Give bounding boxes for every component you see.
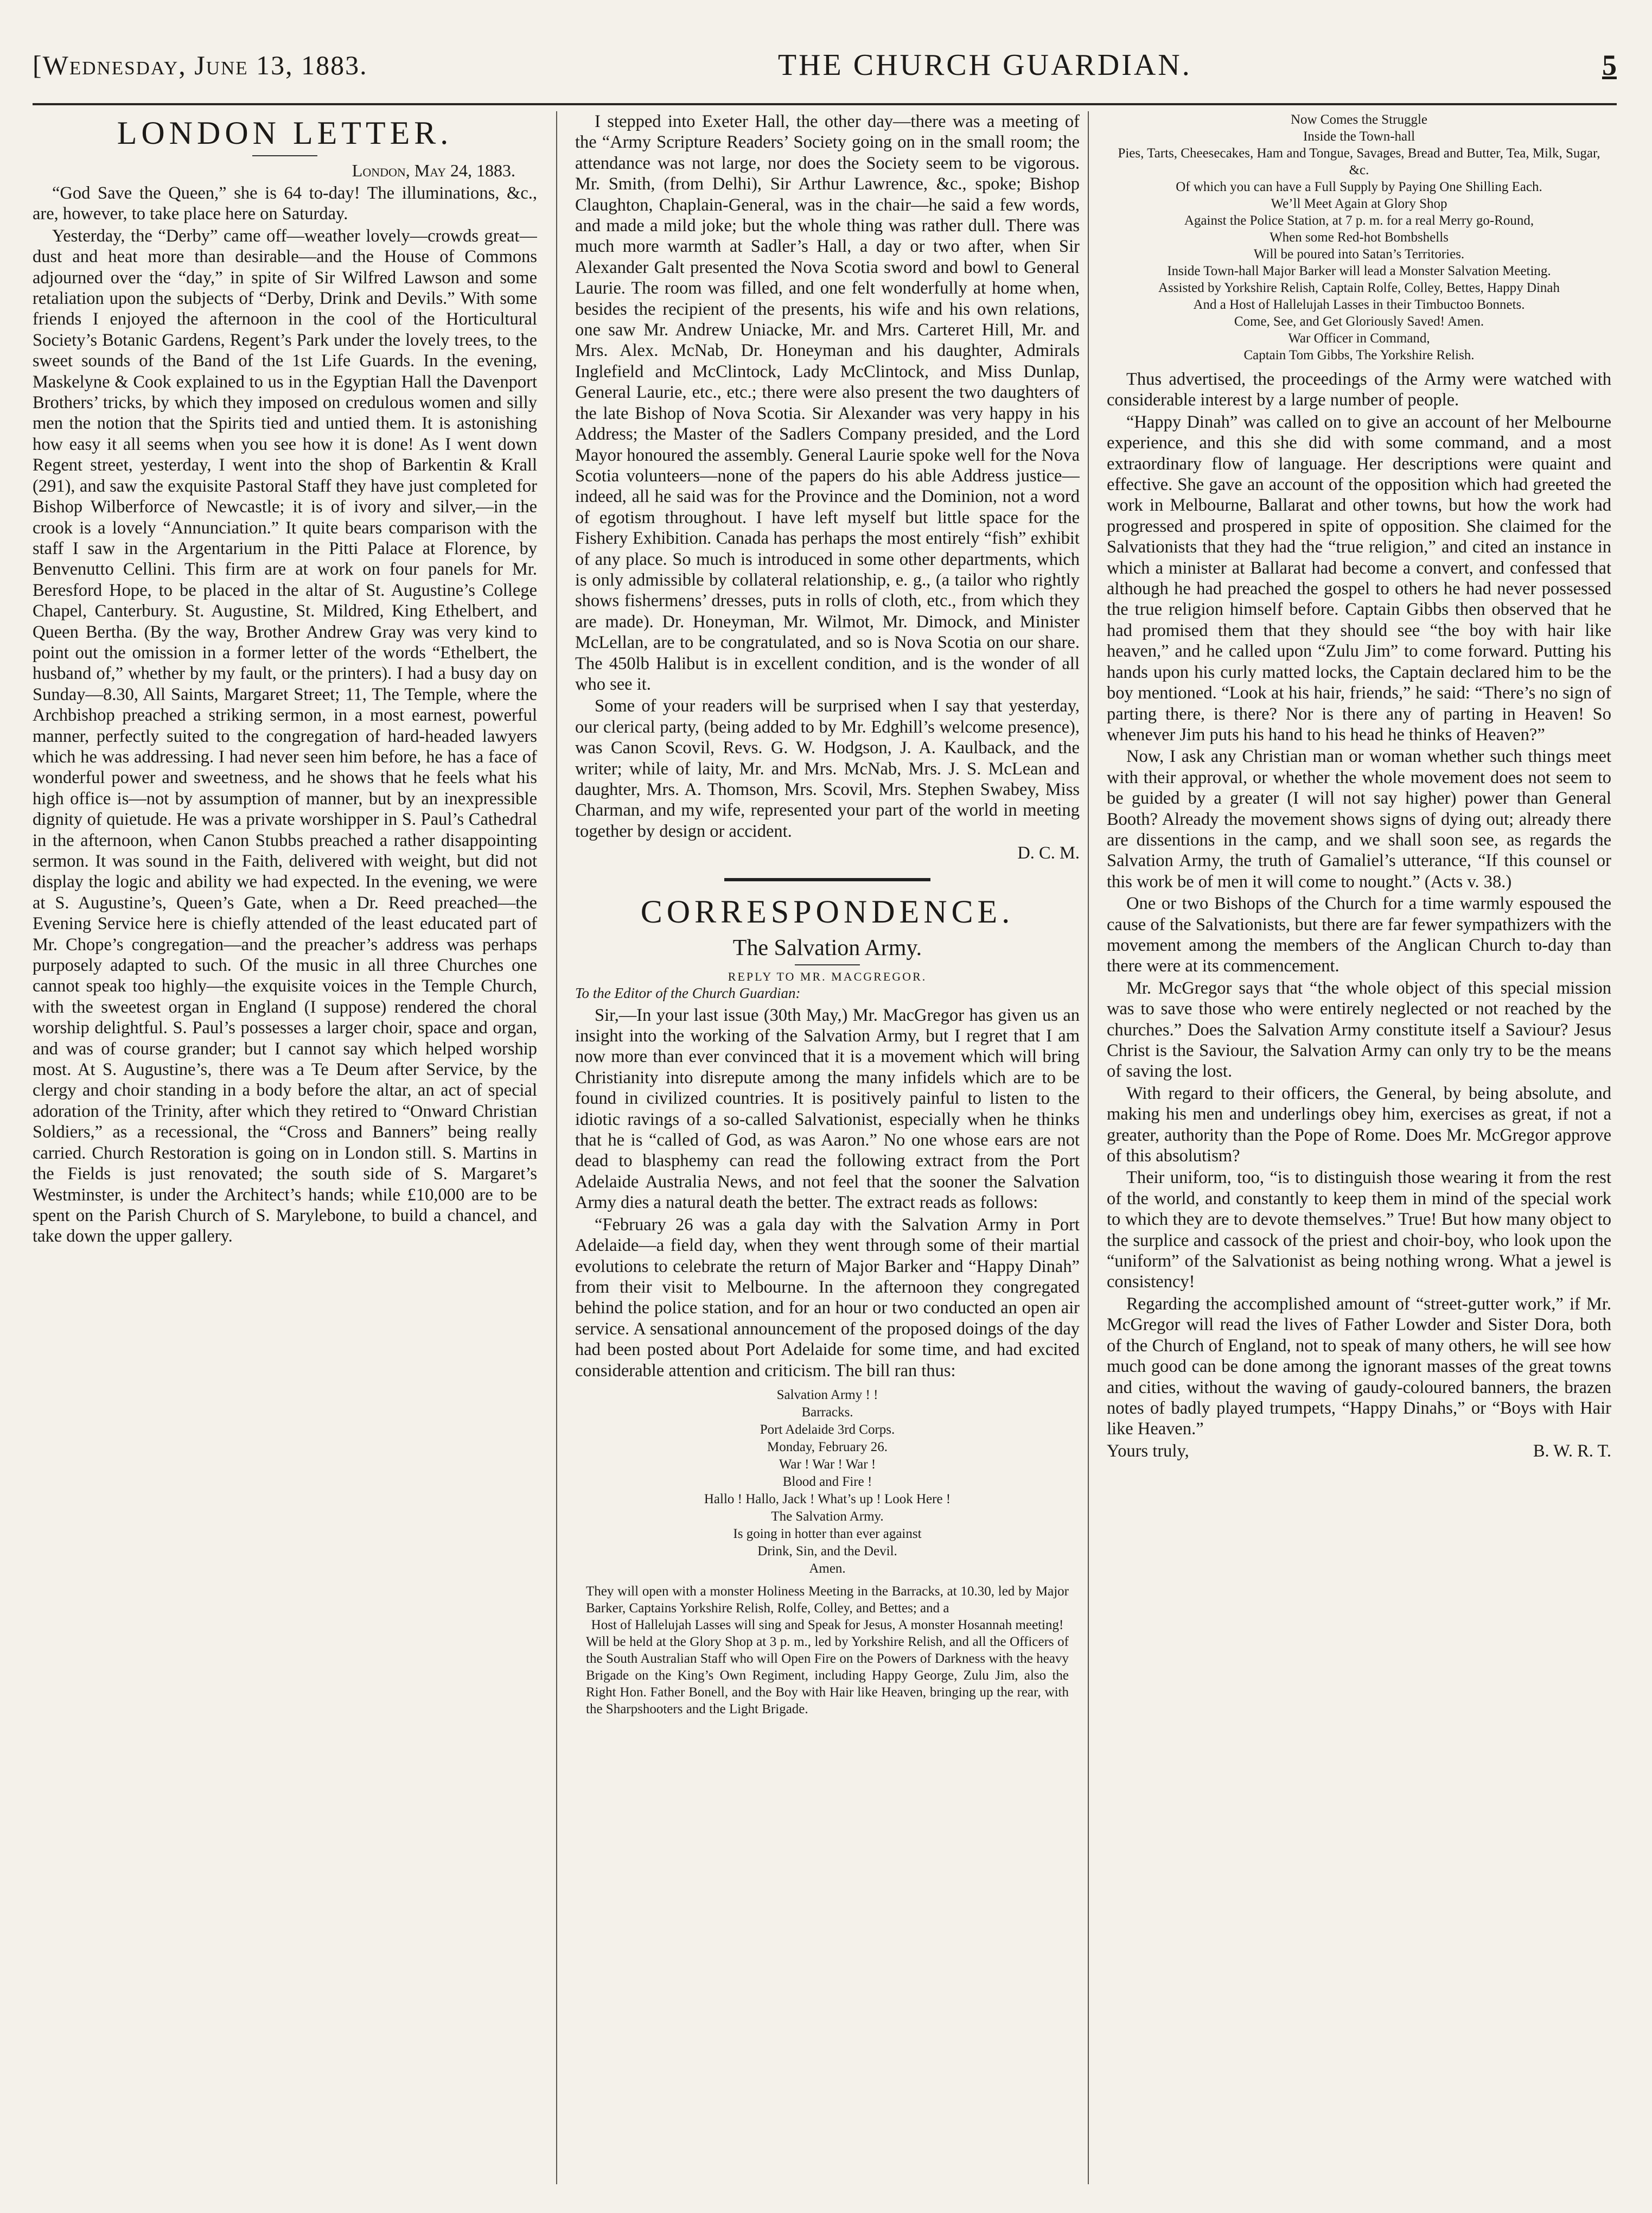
masthead — [33, 33, 1617, 98]
poster-line: Come, See, and Get Gloriously Saved! Amen. — [1234, 314, 1484, 329]
poster-line: Now Comes the Struggle — [1290, 112, 1428, 127]
article-title: The Salvation Army. — [732, 935, 922, 961]
letter-paragraph: Thus advertised, the proceedings of the Army were watched with considerable interest by a large number of people. — [1107, 370, 1611, 410]
correspondence-signature: B. W. R. T. — [1533, 1441, 1611, 1461]
letter-paragraph: “God Save the Queen,” she is 64 to-day! The illuminations, &c., are, however, to take place here on Saturday. — [33, 183, 537, 224]
poster-line: Will be poured into Satan’s Territories. — [1253, 247, 1465, 262]
column-divider — [556, 111, 557, 2184]
bill-line: Drink, Sin, and the Devil. — [757, 1543, 897, 1559]
bill-line: War ! War ! War ! — [779, 1457, 876, 1472]
poster-line: Of which you can have a Full Supply by Paying One Shilling Each. — [1176, 180, 1542, 194]
letter-paragraph: Some of your readers will be surprised when I say that yesterday, our clerical party, (being added to by Mr. Edghill’s welcome presence), was Canon Scovil, Revs. G. W. Hodgson, J. A. Kaulback, and the writer; while of laity, Mr. and Mrs. McNab, Mrs. J. S. McLean and daughter, Mrs. A. Thomson, Mrs. Scovil, Mrs. Stephen Swabey, Miss Charman, and my wife, represented your part of the world in meeting together by design or accident. — [575, 696, 1080, 841]
letter-paragraph: “Happy Dinah” was called on to give an account of her Melbourne experience, and this she did with some command, and a most extraordinary flow of language. Her descriptions were quaint and effective. She gave an account of the opposition which had greeted the work in Melbourne, Ballarat and other towns, but how the work had progressed and prospered in spite of opposition. She claimed for the Salvationists that they had the “true religion,” and cited an instance in which a minister at Ballarat had become a convert, and confessed that although he had preached the gospel to others he had never possessed the true religion himself before. Captain Gibbs then observed that he had promised them that they should see “the boy with hair like heaven,” and he called upon “Zulu Jim” to come forward. Putting his hands upon his curly matted locks, the Captain declared him to be the boy mentioned. “Look at his hair, friends,” he said: “There’s no sign of parting there, is there? Nor is there any of parting in Heaven! So whenever Jim puts his hand to his head he thinks of Heaven?” — [1107, 412, 1611, 745]
letter-paragraph: With regard to their officers, the General, by being absolute, and making his men and underlings obey him, exercises as great, if not a greater, authority than the Pope of Rome. Does Mr. McGregor approve of this absolutism? — [1107, 1083, 1611, 1166]
bill-line: Blood and Fire ! — [782, 1474, 872, 1489]
poster-line: When some Red-hot Bombshells — [1270, 230, 1449, 245]
bill-text: Host of Hallelujah Lasses will sing and Speak for Jesus, A monster Hosannah meeting! — [591, 1617, 1064, 1632]
letter-paragraph: I stepped into Exeter Hall, the other day—there was a meeting of the “Army Scripture Readers’ Society going on in the small room; the attendance was not large, nor does the Society seem to be vigorous. Mr. Smith, (from Delhi), Sir Arthur Lawrence, &c., spoke; Bishop Claughton, Chaplain-General, was in the chair—he said a few words, and made a mild joke; but the whole thing was rather dull. There was much more warmth at Sadler’s Hall, a day or two after, when Sir Alexander Galt presented the Nova Scotia sword and bowl to General Laurie. The room was filled, and one felt wonderfully at home when, besides the recipient of the presents, his wife and his own relations, one saw Mr. Andrew Uniacke, Mr. and Mrs. Carteret Hill, Mr. and Mrs. Alex. McNab, Dr. Honeyman and his daughter, Admirals Inglefield and McClintock, Lady McClintock, and Miss Dunlap, General Laurie, etc., etc.; there were also present the two daughters of the late Bishop of Nova Scotia. Sir Alexander was very happy in his Address; the Master of the Sadlers Company presided, and the Lord Mayor honoured the assembly. General Laurie spoke well for the Nova Scotia volunteers—none of the papers do his able Address justice—indeed, all he said was for the Province and the Dominion, not a word of egotism throughout. I have left myself but little space for the Fishery Exhibition. Canada has perhaps the most entirely “fish” exhibit of any place. So much is introduced in some other departments, which is only admissible by collateral relationship, e. g., (a tailor who rightly shows fishermens’ dresses, puts in rolls of cloth, etc., from which they are made). Dr. Honeyman, Mr. Wilmot, Mr. Dimock, and Minister McLellan, are to be congratulated, and so is Nova Scotia on our share. The 450lb Halibut is in excellent condition, and is the wonder of all who see it. — [575, 112, 1080, 694]
heading-rule — [252, 155, 317, 156]
letter-signature-line — [575, 843, 1080, 863]
masthead-rule — [33, 103, 1617, 105]
bill-line: The Salvation Army. — [771, 1509, 884, 1524]
letter-paragraph: Regarding the accomplished amount of “street-gutter work,” if Mr. McGregor will read the lives of Father Lowder and Sister Dora, both of the Church of England, not to speak of many others, he will see how much good can be done among the ignorant masses of the great towns and cities, without the waving of gaudy-coloured banners, the brazen notes of badly played trumpets, “Happy Dinahs,” or “Boys with Hair like Heaven.” — [1107, 1294, 1611, 1439]
letter-paragraph: Their uniform, too, “is to distinguish those wearing it from the rest of the world, and constantly to keep them in mind of the special work to which they are to devote themselves.” True! But how many object to the surplice and cassock of the priest and choir-boy, who look upon the “uniform” of the Salvationist as being nothing wrong. What a jewel is consistency! — [1107, 1168, 1611, 1292]
letter-paragraph: Mr. McGregor says that “the whole object of this special mission was to save those who were entirely neglected or not reached by the churches.” Does the Salvation Army constitute itself a Saviour? Jesus Christ is the Saviour, the Salvation Army can only try to be the means of saving the lost. — [1107, 978, 1611, 1082]
newspaper-title: THE CHURCH GUARDIAN. — [777, 48, 1192, 82]
poster-line: War Officer in Command, — [1288, 331, 1430, 346]
letter-paragraph: “February 26 was a gala day with the Salvation Army in Port Adelaide—a field day, when they went through some of their martial evolutions to celebrate the return of Major Barker and “Happy Dinah” from their visit to Melbourne. In the afternoon they congregated behind the police station, and for an hour or two conducted an open air service. A sensational announcement of the proposed doings of the day had been posted about Port Adelaide for some time, and had excited considerable attention and criticism. The bill ran thus: — [575, 1214, 1080, 1381]
poster-line: Captain Tom Gibbs, The Yorkshire Relish. — [1243, 348, 1475, 363]
london-letter-dateline: London, May 24, 1883. — [352, 161, 515, 180]
column-2 — [575, 111, 1080, 2184]
column-divider — [1088, 111, 1089, 2184]
bill-line: Amen. — [809, 1561, 846, 1576]
salutation: To the Editor of the Church Guardian: — [575, 984, 801, 1001]
bill-text: They will open with a monster Holiness Meeting in the Barracks, at 10.30, led by Major Barker, Captains Yorkshire Relish, Rolfe, Colley, and Bettes; and a — [586, 1584, 1069, 1616]
poster-line: We’ll Meet Again at Glory Shop — [1271, 196, 1447, 211]
correspondence-signature-line — [1107, 1441, 1611, 1461]
poster-line: Assisted by Yorkshire Relish, Captain Rolfe, Colley, Bettes, Happy Dinah — [1158, 281, 1560, 295]
poster-line: Inside the Town-hall — [1303, 129, 1415, 144]
section-separator — [724, 878, 930, 881]
london-letter-heading: LONDON LETTER. — [117, 115, 453, 151]
letter-paragraph: Sir,—In your last issue (30th May,) Mr. MacGregor has given us an insight into the working of the Salvation Army, but I regret that I am now more than ever convinced that it is a movement which will bring Christianity into disrepute among the many infidels which are to be found in civilized countries. It is positively painful to listen to the idiotic ravings of a so-called Salvationist, especially when he thinks that he is “called of God, as was Aaron.” No one whose ears are not dead to blasphemy can read the following extract from the Port Adelaide Australia News, and not feel that the sooner the Salvation Army dies a natural death the better. The extract reads as follows: — [575, 1005, 1080, 1213]
bill-line: Salvation Army ! ! — [776, 1387, 878, 1402]
bill-line: Hallo ! Hallo, Jack ! What’s up ! Look Here ! — [704, 1491, 951, 1506]
column-3 — [1107, 111, 1611, 2184]
bill-line: Is going in hotter than ever against — [733, 1526, 922, 1541]
poster-line: And a Host of Hallelujah Lasses in their Timbuctoo Bonnets. — [1193, 297, 1525, 312]
bill-line: Barracks. — [801, 1404, 853, 1420]
bill-text: Will be held at the Glory Shop at 3 p. m., led by Yorkshire Relish, and all the Officers of the South Australian Staff who will Open Fire on the Powers of Darkness with the heavy Brigade on the King’s Own Regiment, including Happy George, Zulu Jim, also the Right Hon. Father Bonell, and the Boy with Hair like Heaven, bringing up the rear, with the Sharpshooters and the Light Brigade. — [586, 1634, 1069, 1716]
closing: Yours truly, — [1107, 1441, 1189, 1461]
bill-line: Port Adelaide 3rd Corps. — [760, 1422, 895, 1437]
poster-line: Pies, Tarts, Cheesecakes, Ham and Tongue, Savages, Bread and Butter, Tea, Milk, Sugar, &c. — [1118, 146, 1600, 177]
salvation-army-poster — [1112, 111, 1606, 364]
page-number: 5 — [1602, 49, 1617, 81]
column-1 — [33, 111, 537, 2184]
poster-line: Inside Town-hall Major Barker will lead a Monster Salvation Meeting. — [1167, 264, 1551, 278]
poster-line: Against the Police Station, at 7 p. m. for a real Merry go-Round, — [1184, 213, 1534, 228]
correspondence-heading: CORRESPONDENCE. — [640, 893, 1015, 930]
issue-date: [Wednesday, June 13, 1883. — [33, 50, 368, 80]
letter-paragraph: One or two Bishops of the Church for a time warmly espoused the cause of the Salvationists, but there are far fewer sympathizers with the movement among the members of the Anglican Church to-day than there were at its commencement. — [1107, 894, 1611, 976]
letter-signature: D. C. M. — [1017, 843, 1080, 863]
letter-paragraph: Now, I ask any Christian man or woman whether such things meet with their approval, or whether the whole movement does not seem to be guided by a greater (I will not say higher) power than General Booth? Already the movement shows signs of dying out; already there are dissentions in the camp, and we shall soon see, as regards the Salvation Army, the truth of Gamaliel’s utterance, “If this counsel or this work be of men it will come to nought.” (Acts v. 38.) — [1107, 747, 1611, 892]
reply-line: REPLY TO MR. MACGREGOR. — [728, 969, 927, 983]
bill-line: Monday, February 26. — [767, 1439, 888, 1454]
letter-paragraph: Yesterday, the “Derby” came off—weather lovely—crowds great—dust and heat more than desirable—and the House of Commons adjourned over the “day,” in spite of Sir Wilfred Lawson and some retaliation upon the subjects of “Derby, Drink and Devils.” With some friends I enjoyed the afternoon in the cool of the Horticultural Society’s Botanic Gardens, Regent’s Park under the lovely trees, to the sweet sounds of the Band of the 1st Life Guards. In the evening, Maskelyne & Cook explained to us in the Egyptian Hall the Davenport Brothers’ tricks, by which they imposed on credulous women and silly men the notion that the Spirits tied and untied them. It is astonishing how easy it all seems when you see how it is done! As I went down Regent street, yesterday, I went into the shop of Barkentin & Krall (291), and saw the exquisite Pastoral Staff they have just completed for Bishop Wilberforce of Newcastle; it is of ivory and silver,—in the crook is a lovely “Annunciation.” It quite bears comparison with the staff I saw in the Argentarium in the Pitti Palace at Florence, by Benvenutto Cellini. This firm are at work on four panels for Mr. Beresford Hope, to be placed in the altar of St. Augustine’s College Chapel, Canterbury. St. Augustine, St. Mildred, King Ethelbert, and Queen Bertha. (By the way, Brother Andrew Gray was very kind to point out the omission in a former letter of the words “Ethelbert, the husband of,” whether by my fault, or the printers). I had a busy day on Sunday—8.30, All Saints, Margaret Street; 11, The Temple, where the Archbishop preached a striking sermon, in a most earnest, powerful manner, perfectly suited to the congregation of hard-headed lawyers which he was addressing. I had never seen him before, he has a face of wonderful power and sweetness, and he shows that he feels what his high office is—not by assumption of manner, but by an inexpressible dignity of quietude. He was a private worshipper in S. Paul’s Cathedral in the afternoon, when Canon Stubbs preached a rather disappointing sermon. It was sound in the Faith, delivered with weight, but did not display the logic and ability we had expected. In the evening, we were at S. Augustine’s, Queen’s Gate, when a Dr. Reed preached—the Evening Service here is chiefly attended of the least educated part of Mr. Chope’s congregation—and the preacher’s address was perhaps purposely adapted to such. Of the music in all three Churches one cannot speak too highly—the exquisite voices in the Temple Church, with the sweetest organ in England (I suppose) rendered the choral worship delightful. S. Paul’s possesses a larger choir, space and organ, and was of course grander; but I cannot say which helped worship most. At S. Augustine’s, there was a Te Deum after Service, by the clergy and choir standing in a body before the altar, an act of special adoration of the Trinity, after which they retired to “Onward Christian Soldiers,” as a recessional, the “Cross and Banners” being really carried. Church Restoration is going on in London still. S. Martins in the Fields is just renovated; the south side of S. Margaret’s Westminster, is under the Architect’s hands; while £10,000 are to be spent on the Parish Church of S. Marylebone, to build a chancel, and take down the upper gallery. — [33, 226, 537, 1247]
heading-rule — [795, 964, 860, 965]
salvation-army-bill — [597, 1387, 1058, 1578]
